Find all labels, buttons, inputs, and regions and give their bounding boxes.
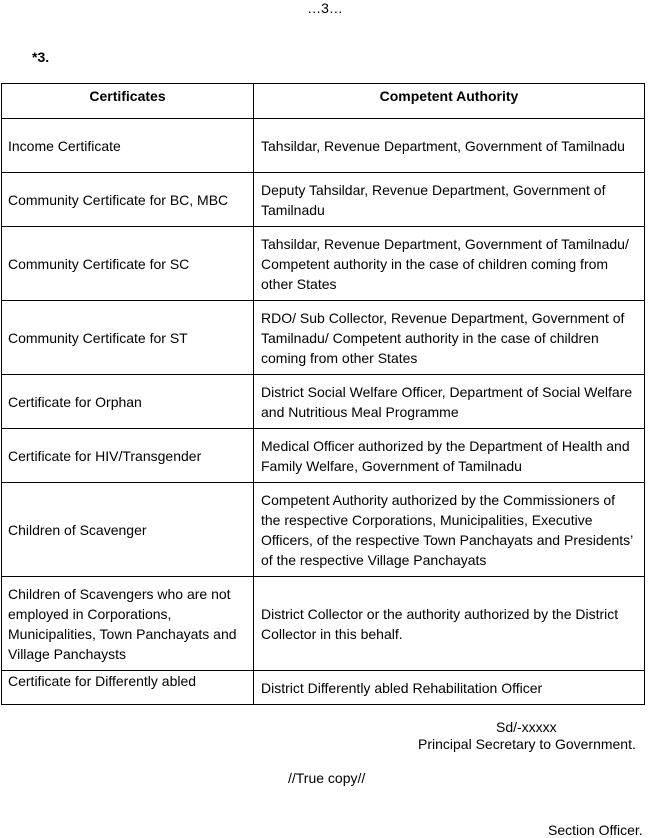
table-row	[2, 375, 645, 429]
column-header-competent-authority: Competent Authority	[254, 84, 645, 119]
certificate-cell: Certificate for Differently abled	[2, 671, 254, 705]
table-row	[2, 577, 645, 671]
signature-name: Sd/-xxxxx	[496, 719, 557, 735]
certificate-cell: Income Certificate	[2, 119, 254, 173]
authority-cell: Tahsildar, Revenue Department, Government of Tamilnadu/ Competent authority in the case of children coming from other States	[254, 227, 645, 301]
table-row	[2, 483, 645, 577]
authority-cell: RDO/ Sub Collector, Revenue Department, Government of Tamilnadu/ Competent authority in the case of children coming from other States	[254, 301, 645, 375]
authority-cell: Deputy Tahsildar, Revenue Department, Government of Tamilnadu	[254, 173, 645, 227]
section-number: *3.	[32, 49, 50, 65]
table-row	[2, 119, 645, 173]
authority-cell: District Differently abled Rehabilitation Officer	[254, 671, 645, 705]
certificate-cell: Certificate for HIV/Transgender	[2, 429, 254, 483]
true-copy-note: //True copy//	[288, 770, 366, 786]
table-row	[2, 227, 645, 301]
certificate-cell: Community Certificate for BC, MBC	[2, 173, 254, 227]
signature-title: Principal Secretary to Government.	[418, 736, 636, 752]
certificate-cell: Children of Scavenger	[2, 483, 254, 577]
page-number-marker: …3…	[307, 0, 343, 16]
authority-cell: Tahsildar, Revenue Department, Government of Tamilnadu	[254, 119, 645, 173]
section-officer-label: Section Officer.	[548, 822, 643, 838]
certificate-cell: Community Certificate for ST	[2, 301, 254, 375]
certificates-table	[1, 83, 645, 705]
authority-cell: Competent Authority authorized by the Commissioners of the respective Corporations, Municipalities, Executive Officers, of the respective Town Panchayats and Presidents’ of the respective Village Panchayats	[254, 483, 645, 577]
authority-cell: District Social Welfare Officer, Department of Social Welfare and Nutritious Meal Programme	[254, 375, 645, 429]
table-row	[2, 173, 645, 227]
table-header-row	[2, 84, 645, 119]
table-row	[2, 301, 645, 375]
table-row	[2, 671, 645, 705]
certificate-cell: Community Certificate for SC	[2, 227, 254, 301]
table-row	[2, 429, 645, 483]
authority-cell: District Collector or the authority authorized by the District Collector in this behalf.	[254, 577, 645, 671]
column-header-certificates: Certificates	[2, 84, 254, 119]
authority-cell: Medical Officer authorized by the Department of Health and Family Welfare, Government of Tamilnadu	[254, 429, 645, 483]
certificate-cell: Children of Scavengers who are not employed in Corporations, Municipalities, Town Panchayats and Village Panchaysts	[2, 577, 254, 671]
certificate-cell: Certificate for Orphan	[2, 375, 254, 429]
